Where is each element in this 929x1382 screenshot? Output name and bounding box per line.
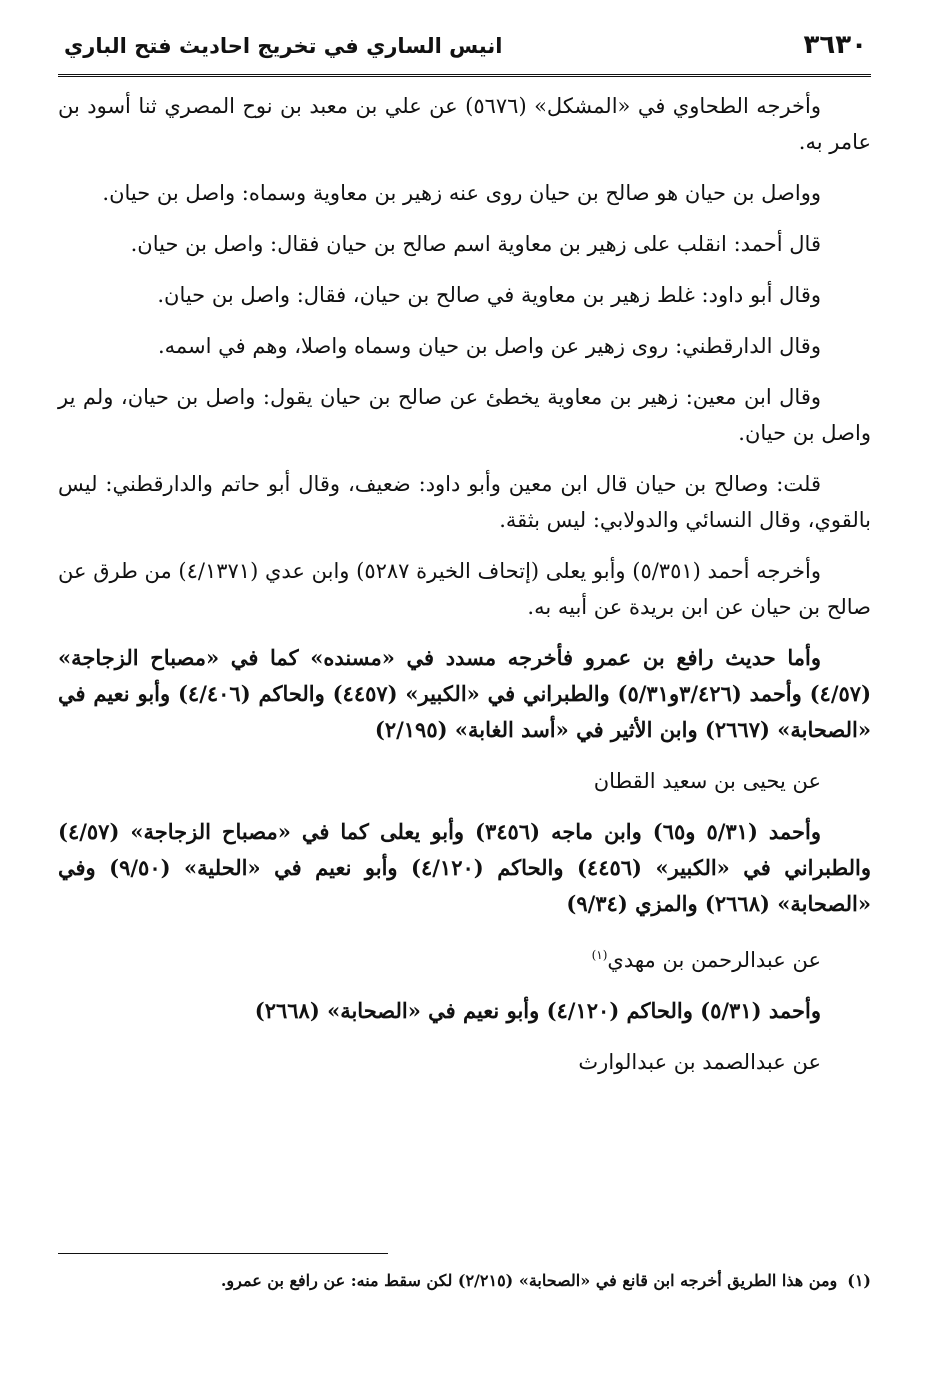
ahmad-paragraph: وأحمد (٥/٣١) والحاكم (٤/١٢٠) وأبو نعيم في «الصحابة» (٢٦٦٨) <box>254 998 821 1023</box>
chain-line: عن يحيى بن سعيد القطان <box>593 769 821 793</box>
footnote <box>58 1268 871 1294</box>
rafi-paragraph <box>58 640 871 748</box>
footnote-text: ومن هذا الطريق أخرجه ابن قانع في «الصحابة» (٢/٢١٥) لكن سقط منه: عن رافع بن عمرو. <box>220 1271 838 1290</box>
chain-line: عن عبدالصمد بن عبدالوارث <box>578 1050 821 1074</box>
paragraph: قال أحمد: انقلب على زهير بن معاوية اسم صالح بن حيان فقال: واصل بن حيان. <box>130 232 821 256</box>
ahmad-paragraph: وأحمد (٥/٣١ و٦٥) وابن ماجه (٣٤٥٦) وأبو يعلى كما في «مصباح الزجاجة» (٤/٥٧) والطبراني في «الكبير» (٤٤٥٦) والحاكم (٤/١٢٠) وأبو نعيم في «الحلية» (٩/٥٠) وفي «الصحابة» (٢٦٦٨) والمزي (٩/٣٤) <box>58 819 872 916</box>
paragraph: وأخرجه أحمد (٥/٣٥١) وأبو يعلى (إتحاف الخيرة ٥٢٨٧) وابن عدي (٤/١٣٧١) من طرق عن صالح بن حيان عن ابن بريدة عن أبيه به. <box>58 559 871 619</box>
footnote-separator <box>58 1253 388 1254</box>
page-number: ٣٦٣٠ <box>803 30 867 60</box>
paragraph: وقال الدارقطني: روى زهير عن واصل بن حيان وسماه واصلا، وهم في اسمه. <box>157 334 821 358</box>
rafi-lead: وأما حديث رافع بن عمرو <box>584 645 822 670</box>
main-text <box>58 88 871 1095</box>
paragraph: وأخرجه الطحاوي في «المشكل» (٥٦٧٦) عن علي بن معبد بن نوح المصري ثنا أسود بن عامر به. <box>58 94 871 154</box>
rafi-rest: فأخرجه مسدد في «مسنده» كما في «مصباح الزجاجة» (٤/٥٧) وأحمد (٣/٤٢٦و٥/٣١) والطبراني في «الكبير» (٤٤٥٧) والحاكم (٤/٤٠٦) وأبو نعيم في «الصحابة» (٢٦٦٧) وابن الأثير في «أسد الغابة» (٢/١٩٥) <box>58 645 871 742</box>
paragraph: وقال ابن معين: زهير بن معاوية يخطئ عن صالح بن حيان يقول: واصل بن حيان، ولم ير واصل بن حيان. <box>58 385 871 445</box>
paragraph: قلت: وصالح بن حيان قال ابن معين وأبو داود: ضعيف، وقال أبو حاتم والدارقطني: ليس بالقوي، وقال النسائي والدولابي: ليس بثقة. <box>58 472 871 532</box>
paragraph: وقال أبو داود: غلط زهير بن معاوية في صالح بن حيان، فقال: واصل بن حيان. <box>157 283 821 307</box>
chain-line <box>58 937 821 978</box>
footnote-reference[interactable]: (١) <box>591 948 608 962</box>
paragraph: وواصل بن حيان هو صالح بن حيان روى عنه زهير بن معاوية وسماه: واصل بن حيان. <box>102 181 821 205</box>
page-header <box>58 28 871 77</box>
chain-text: عن عبدالرحمن بن مهدي <box>607 948 821 972</box>
footnote-number: (١) <box>847 1271 871 1290</box>
running-title: انيس الساري في تخريج احاديث فتح الباري <box>64 34 503 58</box>
